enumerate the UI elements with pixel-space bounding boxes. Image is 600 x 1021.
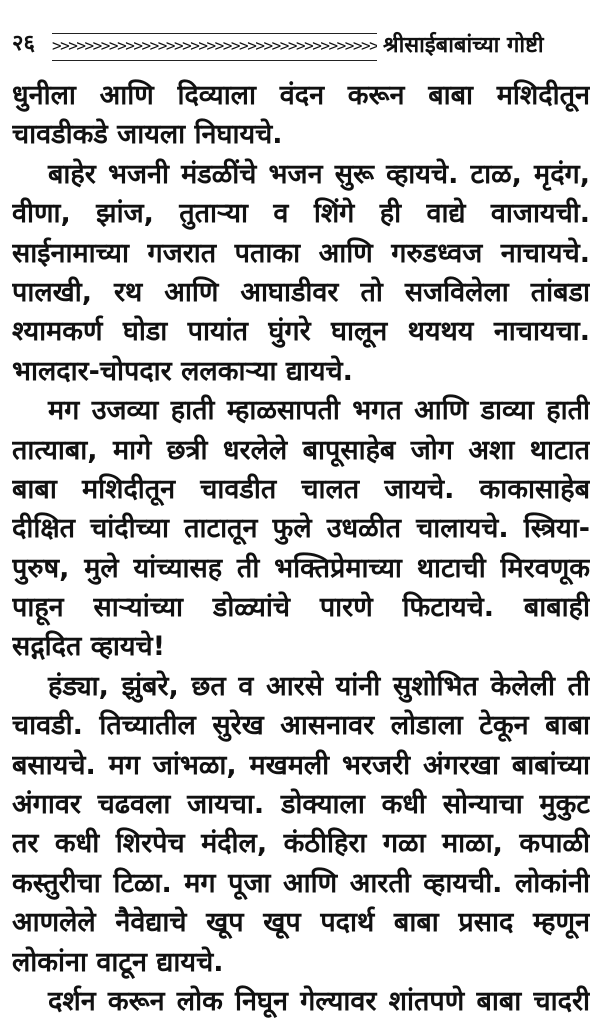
text-line: पाहून साऱ्यांच्या डोळ्यांचे पारणे फिटायचे. बाबाही (12, 592, 590, 624)
text-line: वीणा, झांज, तुताऱ्या व शिंगे ही वाद्ये वाजायची. (12, 198, 590, 230)
paragraph-start-line: हंड्या, झुंबरे, छत व आरसे यांनी सुशोभित केलेली ती (48, 670, 590, 702)
text-line: बाबा मशिदीतून चावडीत चालत जायचे. काकासाहेब (12, 473, 590, 505)
running-title: श्रीसाईबाबांच्या गोष्टी (383, 33, 544, 58)
text-line: लोकांना वाटून द्यायचे. (12, 946, 224, 978)
paragraph-start-line: दर्शन करून लोक निघून गेल्यावर शांतपणे बाबा चादरी (48, 985, 590, 1017)
page-header (0, 0, 600, 64)
paragraph-start-line: मग उजव्या हाती म्हाळसापती भगत आणि डाव्या हाती (48, 395, 590, 427)
text-line: बसायचे. मग जांभळा, मखमली भरजरी अंगरखा बाबांच्या (12, 749, 590, 781)
text-line: सद्गदित व्हायचे! (12, 631, 166, 663)
text-line: दीक्षित चांदीच्या ताटातून फुले उधळीत चालायचे. स्त्रिया- (12, 513, 590, 545)
text-line: आणलेले नैवेद्याचे खूप खूप पदार्थ बाबा प्रसाद म्हणून (12, 907, 590, 939)
page-body (12, 76, 590, 1021)
text-line: पुरुष, मुले यांच्यासह ती भक्तिप्रेमाच्या थाटाची मिरवणूक (12, 552, 590, 584)
header-decorative-rule: >>>>>>>>>>>>>>>>>>>>>>>>>>>>>>>>>>>>>>>> (52, 33, 377, 61)
text-line: साईनामाच्या गजरात पताका आणि गरुडध्वज नाचायचे. (12, 237, 590, 269)
text-line: कस्तुरीचा टिळा. मग पूजा आणि आरती व्हायची. लोकांनी (12, 867, 590, 899)
paragraph-start-line: बाहेर भजनी मंडळींचे भजन सुरू व्हायचे. टाळ, मृदंग, (48, 158, 590, 190)
text-line: चावडी. तिच्यातील सुरेख आसनावर लोडाला टेकून बाबा (12, 710, 590, 742)
text-line: चावडीकडे जायला निघायचे. (12, 119, 283, 151)
text-line: भालदार-चोपदार ललकाऱ्या द्यायचे. (12, 355, 353, 387)
page-number: २६ (12, 31, 35, 56)
text-line: धुनीला आणि दिव्याला वंदन करून बाबा मशिदीतून (12, 80, 590, 111)
text-line: तर कधी शिरपेच मंदील, कंठीहिरा गळा माळा, कपाळी (12, 828, 590, 860)
text-line: तात्याबा, मागे छत्री धरलेले बापूसाहेब जोग अशा थाटात (12, 434, 590, 466)
text-line: श्यामकर्ण घोडा पायांत घुंगरे घालून थयथय नाचायचा. (12, 316, 590, 348)
text-line: पालखी, रथ आणि आघाडीवर तो सजविलेला तांबडा (12, 276, 590, 308)
text-line: अंगावर चढवला जायचा. डोक्याला कधी सोन्याचा मुकुट (12, 789, 590, 821)
